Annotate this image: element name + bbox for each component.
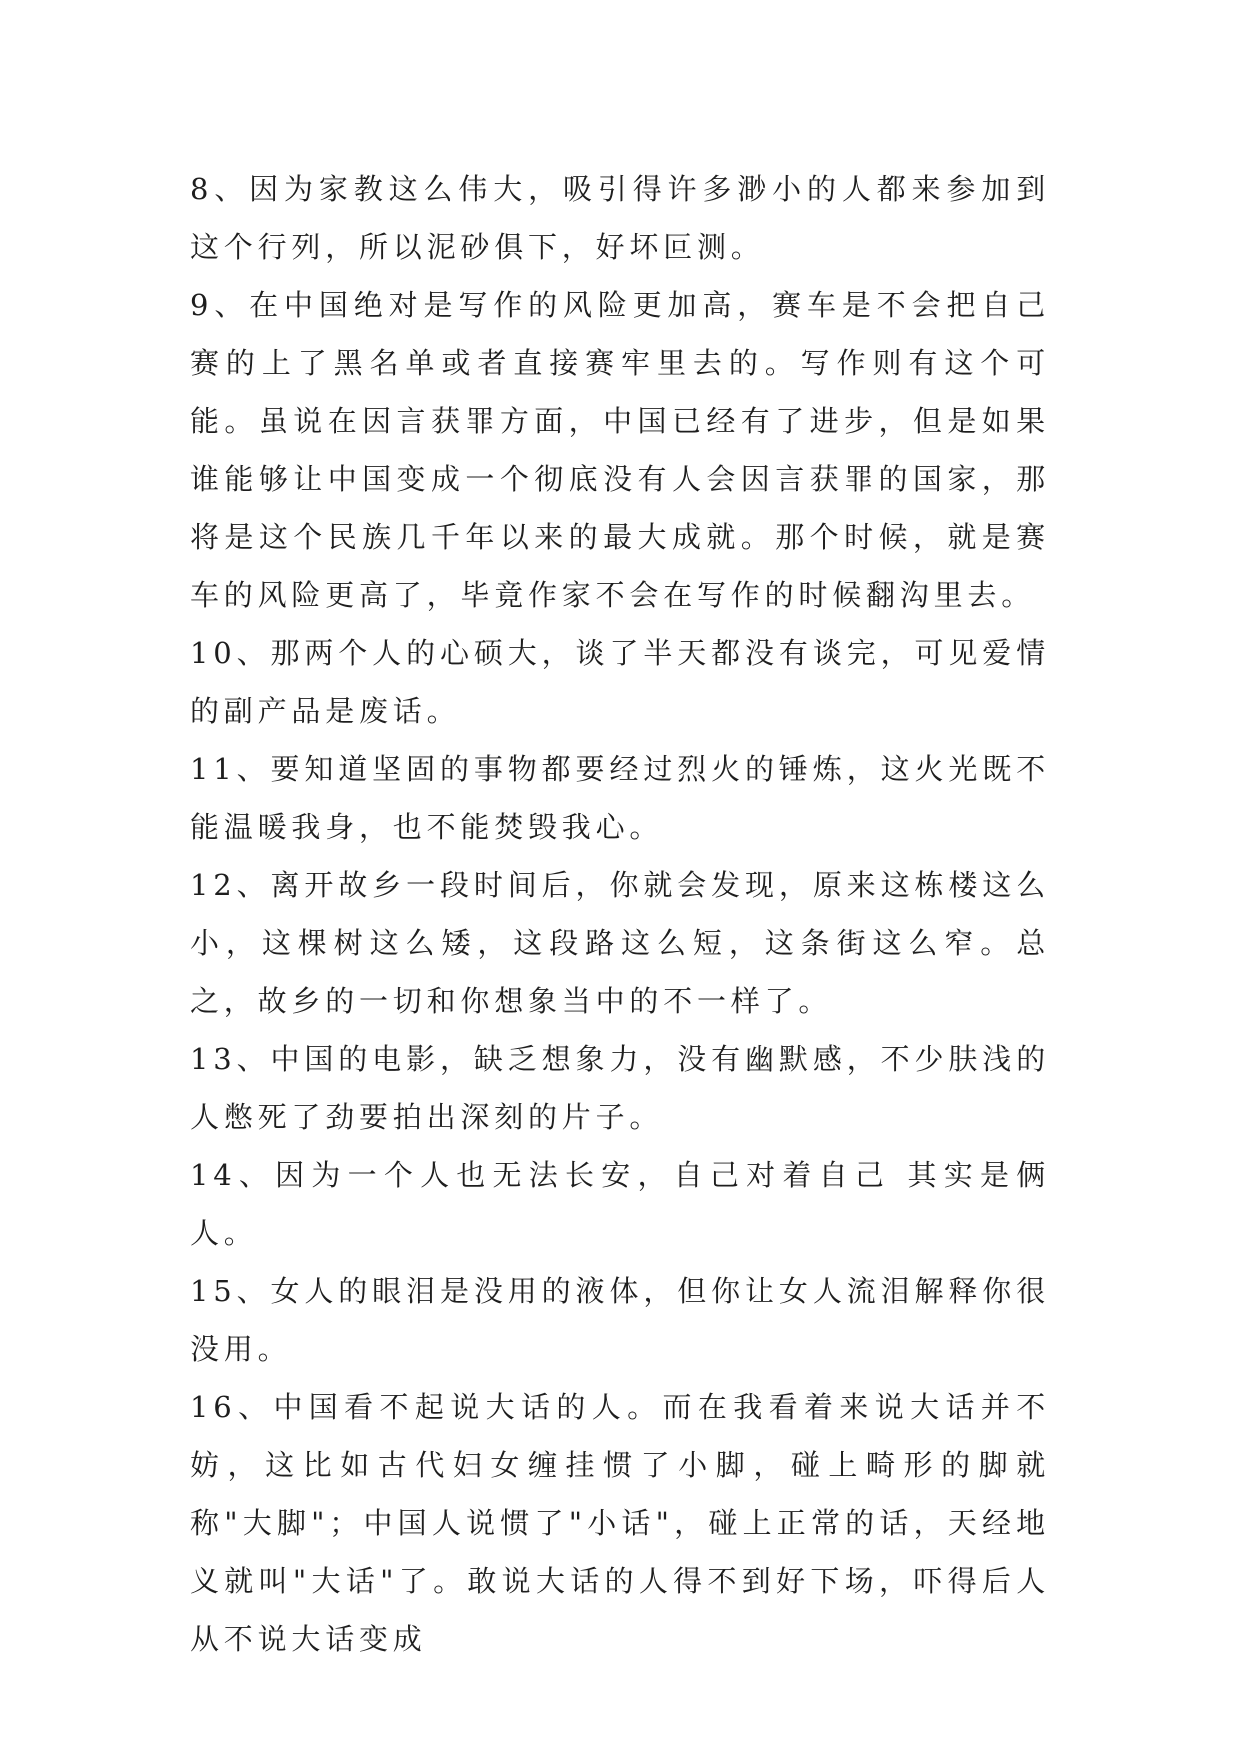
quote-item-9: 9、在中国绝对是写作的风险更加高，赛车是不会把自己赛的上了黑名单或者直接赛牢里去的。写作则有这个可能。虽说在因言获罪方面，中国已经有了进步，但是如果谁能够让中国变成一个彻底没有人会因言获罪的国家，那将是这个民族几千年以来的最大成就。那个时候，就是赛车的风险更高了，毕竟作家不会在写作的时候翻沟里去。 (190, 288, 1050, 612)
quote-item-14: 14、因为一个人也无法长安，自己对着自己 其实是俩人。 (190, 1158, 1050, 1250)
quote-list (190, 160, 1050, 1668)
quote-item-13: 13、中国的电影，缺乏想象力，没有幽默感，不少肤浅的人憋死了劲要拍出深刻的片子。 (190, 1042, 1050, 1134)
quote-item-12: 12、离开故乡一段时间后，你就会发现，原来这栋楼这么小，这棵树这么矮，这段路这么短，这条街这么窄。总之，故乡的一切和你想象当中的不一样了。 (190, 868, 1050, 1018)
quote-item-10: 10、那两个人的心硕大，谈了半天都没有谈完，可见爱情的副产品是废话。 (190, 636, 1050, 728)
quote-item-8: 8、因为家教这么伟大，吸引得许多渺小的人都来参加到这个行列，所以泥砂俱下，好坏叵测。 (190, 172, 1050, 264)
quote-item-15: 15、女人的眼泪是没用的液体，但你让女人流泪解释你很没用。 (190, 1274, 1050, 1366)
quote-item-16: 16、中国看不起说大话的人。而在我看着来说大话并不妨，这比如古代妇女缠挂惯了小脚，碰上畸形的脚就称"大脚"；中国人说惯了"小话"，碰上正常的话，天经地义就叫"大话"了。敢说大话的人得不到好下场，吓得后人从不说大话变成 (190, 1390, 1050, 1656)
quote-item-11: 11、要知道坚固的事物都要经过烈火的锤炼，这火光既不能温暖我身，也不能焚毁我心。 (190, 752, 1050, 844)
